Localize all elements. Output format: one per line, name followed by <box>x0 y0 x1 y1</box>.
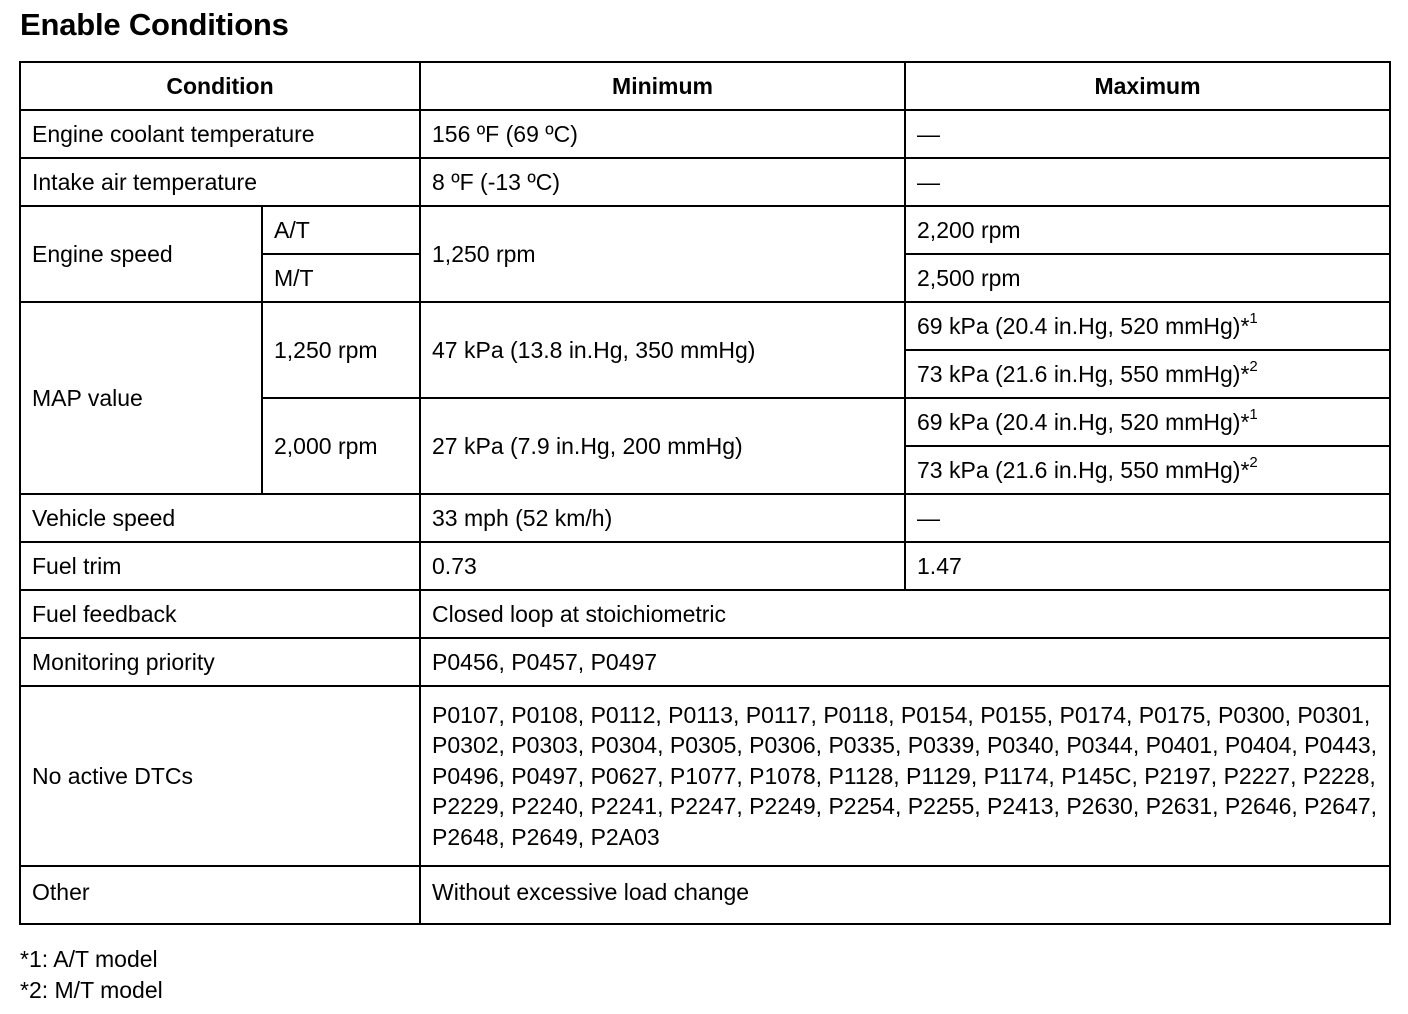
map-r2-max-mt <box>905 446 1390 494</box>
map-r2-min: 27 kPa (7.9 in.Hg, 200 mmHg) <box>420 398 905 494</box>
other-label: Other <box>20 866 420 924</box>
map-label: MAP value <box>20 302 262 494</box>
intake-label: Intake air temperature <box>20 158 420 206</box>
map-r1-max-mt <box>905 350 1390 398</box>
header-maximum: Maximum <box>905 62 1390 110</box>
fuel-trim-label: Fuel trim <box>20 542 420 590</box>
priority-label: Monitoring priority <box>20 638 420 686</box>
map-r2-label: 2,000 rpm <box>262 398 420 494</box>
map-r2-max-at <box>905 398 1390 446</box>
engine-speed-at-max: 2,200 rpm <box>905 206 1390 254</box>
table-row <box>20 302 1390 350</box>
fuel-feedback-value: Closed loop at stoichiometric <box>420 590 1390 638</box>
footnotes <box>20 944 163 1006</box>
intake-max: — <box>905 158 1390 206</box>
engine-speed-mt-label: M/T <box>262 254 420 302</box>
footnote-ref: 1 <box>1249 406 1258 424</box>
footnote-ref: 1 <box>1249 310 1258 328</box>
fuel-feedback-label: Fuel feedback <box>20 590 420 638</box>
header-condition: Condition <box>20 62 420 110</box>
engine-speed-at-label: A/T <box>262 206 420 254</box>
dtcs-label: No active DTCs <box>20 686 420 866</box>
header-minimum: Minimum <box>420 62 905 110</box>
vehicle-speed-max: — <box>905 494 1390 542</box>
footnote-at-model: *1: A/T model <box>20 946 158 972</box>
footnote-ref: 2 <box>1249 454 1258 472</box>
map-r1-max-at <box>905 302 1390 350</box>
priority-value: P0456, P0457, P0497 <box>420 638 1390 686</box>
map-r1-max-at-text: 69 kPa (20.4 in.Hg, 520 mmHg)* <box>917 313 1250 339</box>
fuel-trim-max: 1.47 <box>905 542 1390 590</box>
map-r2-max-at-text: 69 kPa (20.4 in.Hg, 520 mmHg)* <box>917 409 1250 435</box>
table-row <box>20 110 1390 158</box>
page-title: Enable Conditions <box>20 7 289 42</box>
engine-speed-mt-max: 2,500 rpm <box>905 254 1390 302</box>
map-r1-min: 47 kPa (13.8 in.Hg, 350 mmHg) <box>420 302 905 398</box>
fuel-trim-min: 0.73 <box>420 542 905 590</box>
table-row <box>20 686 1390 866</box>
other-value: Without excessive load change <box>420 866 1390 924</box>
coolant-max: — <box>905 110 1390 158</box>
map-r1-max-mt-text: 73 kPa (21.6 in.Hg, 550 mmHg)* <box>917 361 1250 387</box>
intake-min: 8 ºF (-13 ºC) <box>420 158 905 206</box>
map-r2-max-mt-text: 73 kPa (21.6 in.Hg, 550 mmHg)* <box>917 457 1250 483</box>
table-row <box>20 206 1390 254</box>
enable-conditions-table <box>19 61 1391 925</box>
coolant-min: 156 ºF (69 ºC) <box>420 110 905 158</box>
map-r1-label: 1,250 rpm <box>262 302 420 398</box>
table-row <box>20 638 1390 686</box>
vehicle-speed-label: Vehicle speed <box>20 494 420 542</box>
table-row <box>20 590 1390 638</box>
dtcs-value: P0107, P0108, P0112, P0113, P0117, P0118, P0154, P0155, P0174, P0175, P0300, P0301, P0302, P0303, P0304, P0305, P0306, P0335, P0339, P0340, P0344, P0401, P0404, P0443, P0496, P0497, P0627, P1077, P1078, P1128, P1129, P1174, P145C, P2197, P2227, P2228, P2229, P2240, P2241, P2247, P2249, P2254, P2255, P2413, P2630, P2631, P2646, P2647, P2648, P2649, P2A03 <box>420 686 1390 866</box>
engine-speed-label: Engine speed <box>20 206 262 302</box>
table-row <box>20 866 1390 924</box>
table-row <box>20 158 1390 206</box>
table-row <box>20 494 1390 542</box>
footnote-mt-model: *2: M/T model <box>20 977 163 1003</box>
vehicle-speed-min: 33 mph (52 km/h) <box>420 494 905 542</box>
table-row <box>20 542 1390 590</box>
engine-speed-min: 1,250 rpm <box>420 206 905 302</box>
coolant-label: Engine coolant temperature <box>20 110 420 158</box>
table-header-row <box>20 62 1390 110</box>
footnote-ref: 2 <box>1249 358 1258 376</box>
